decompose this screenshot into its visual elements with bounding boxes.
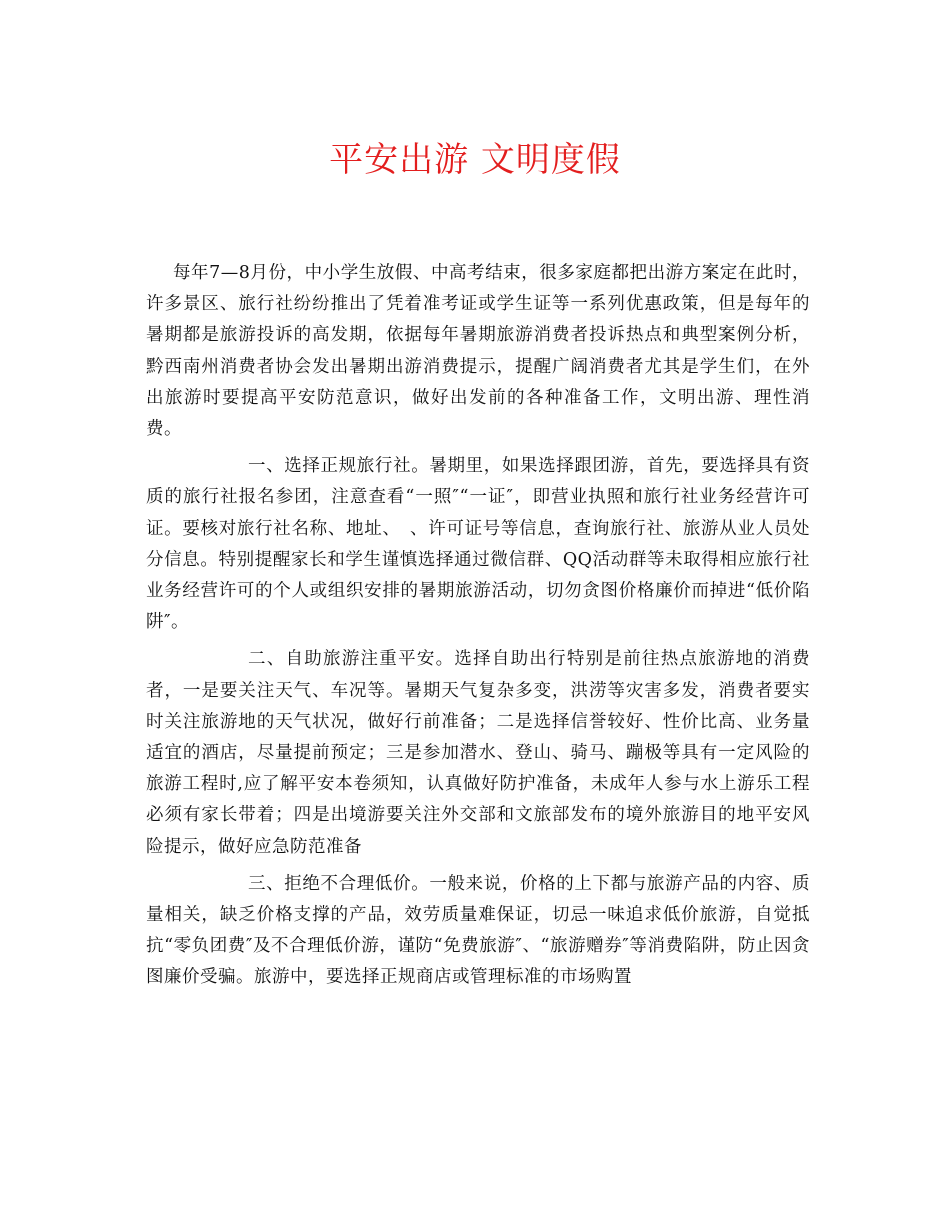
section-3-paragraph: 三、拒绝不合理低价。一般来说，价格的上下都与旅游产品的内容、质量相关，缺乏价格支撑的产品，效劳质量难保证，切忌一味追求低价旅游，自觉抵抗“零负团费″及不合理低价游，谨防“免费旅游″、“旅游赠券″等消费陷阱，防止因贪图廉价受骗。旅游中，要选择正规商店或管理标准的市场购置 bbox=[146, 873, 810, 988]
document-body bbox=[146, 258, 810, 1000]
section-1-paragraph: 一、选择正规旅行社。暑期里，如果选择跟团游，首先，要选择具有资质的旅行社报名参团，注意查看“一照″“一证″，即营业执照和旅行社业务经营许可证。要核对旅行社名称、地址、 、许可证号等信息，查询旅行社、旅游从业人员处分信息。特别提醒家长和学生谨慎选择通过微信群、QQ活动群等未取得相应旅行社业务经营许可的个人或组织安排的暑期旅游活动，切勿贪图价格廉价而掉进“低价陷阱″。 bbox=[146, 456, 810, 633]
section-2-paragraph: 二、自助旅游注重平安。选择自助出行特别是前往热点旅游地的消费者，一是要关注天气、车况等。暑期天气复杂多变，洪涝等灾害多发，消费者要实时关注旅游地的天气状况，做好行前准备；二是选择信誉较好、性价比高、业务量适宜的酒店，尽量提前预定；三是参加潜水、登山、骑马、蹦极等具有一定风险的旅游工程时,应了解平安本卷须知，认真做好防护准备，未成年人参与水上游乐工程必须有家长带着；四是出境游要关注外交部和文旅部发布的境外旅游目的地平安风险提示，做好应急防范准备 bbox=[146, 649, 810, 857]
intro-paragraph: 每年7—8月份，中小学生放假、中高考结束，很多家庭都把出游方案定在此时，许多景区、旅行社纷纷推出了凭着准考证或学生证等一系列优惠政策，但是每年的暑期都是旅游投诉的高发期，依据每年暑期旅游消费者投诉热点和典型案例分析，黔西南州消费者协会发出暑期出游消费提示，提醒广阔消费者尤其是学生们，在外出旅游时要提高平安防范意识，做好出发前的各种准备工作，文明出游、理性消费。 bbox=[146, 263, 810, 440]
document-title: 平安出游 文明度假 bbox=[329, 140, 621, 180]
